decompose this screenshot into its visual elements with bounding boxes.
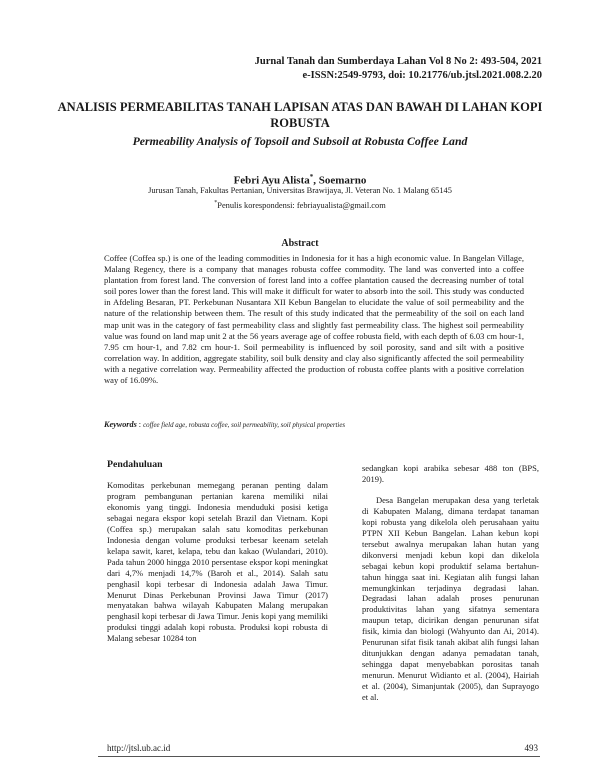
section-heading: Pendahuluan: [107, 459, 163, 470]
keywords-label: Keywords: [104, 420, 137, 429]
footer-divider: [98, 756, 540, 757]
issn-doi: e-ISSN:2549-9793, doi: 10.21776/ub.jtsl.2021.008.2.20: [302, 70, 542, 81]
corresponding-email: Penulis korespondensi: febriayualista@gmail.com: [217, 200, 386, 210]
body-paragraph: sedangkan kopi arabika sebesar 488 ton (BPS, 2019).: [362, 463, 539, 484]
affiliation: Jurusan Tanah, Fakultas Pertanian, Universitas Brawijaya, Jl. Veteran No. 1 Malang 65145: [148, 186, 452, 195]
author-name: Soemarno: [318, 174, 367, 187]
abstract-heading: Abstract: [281, 238, 319, 249]
author-name: Febri Ayu Alista: [233, 174, 310, 187]
body-left-column: [107, 458, 328, 644]
keywords-separator: :: [136, 420, 144, 429]
corresponding-author: [40, 198, 560, 211]
body-paragraph: Komoditas perkebunan memegang peranan penting dalam program pembangunan pertanian karena memiliki nilai ekonomis yang tinggi. Indonesia menduduki posisi ketiga sebagai negara ekspor kopi setelah Brazil dan Vietnam. Kopi (Coffea sp.) merupakan salah satu komoditas perkebunan Indonesia dengan volume produksi terbesar keenam setelah kelapa sawit, karet, kelapa, tebu dan kakao (Wulandari, 2010). Pada tahun 2000 hingga 2010 persentase ekspor kopi meningkat dari 4,7% menjadi 14,7% (Baroh et al., 2014). Salah satu penghasil kopi terbesar di Indonesia adalah Jawa Timur. Menurut Dinas Perkebunan Provinsi Jawa Timur (2017) menyatakan bahwa wilayah Kabupaten Malang merupakan penghasil kopi terbesar di Jawa Timur. Jenis kopi yang memiliki produksi tinggi adalah kopi robusta. Produksi kopi robusta di Malang sebesar 10284 ton: [107, 480, 328, 644]
abstract-text: Coffee (Coffea sp.) is one of the leading commodities in Indonesia for it has a high economic value. In Bangelan Village, Malang Regency, there is a company that manages robusta coffee commodity. The land was converted into a coffee plantation from forest land. The conversion of forest land into a coffee plantation caused the decreasing number of total soil pores lower than the forest land. This will make it difficult for water to absorb into the soil. This study was conducted in Afdeling Besaran, PT. Perkebunan Nusantara XII Kebun Bangelan to elucidate the value of soil permeability and the nature of the relationship between them. The result of this study indicated that the permeability of the soil on each land map unit was in the category of fast permeability class and slightly fast permeability class. The highest soil permeability value was found on land map unit 2 at the 56 years average age of coffee robusta field, with each depth of 6.03 cm hour-1, 7.95 cm hour-1, and 7.82 cm hour-1. Soil permeability is influenced by soil porosity, sand and silt with a positive correlation way. In addition, aggregate stability, soil bulk density and clay also significantly affected the soil permeability with a negative correlation way. Permeability affected the production of robusta coffee plants with a positive correlation way of 16.09%.: [104, 253, 524, 386]
title-indonesian: ANALISIS PERMEABILITAS TANAH LAPISAN ATAS DAN BAWAH DI LAHAN KOPI ROBUSTA: [57, 100, 543, 130]
footer-url[interactable]: http://jtsl.ub.ac.id: [107, 743, 171, 753]
body-paragraph: Desa Bangelan merupakan desa yang terletak di Kabupaten Malang, dimana terdapat tanaman kopi robusta yang dikelola oleh perusahaan yaitu PTPN XII Kebun Bangelan. Lahan kebun kopi tersebut awalnya merupakan lahan hutan yang dikonversi menjadi kebun kopi dan dikelola sebagai kebun kopi produktif selama bertahun-tahun hingga saat ini. Kegiatan alih fungsi lahan memungkinkan terjadinya degradasi lahan. Degradasi lahan adalah proses penurunan produktivitas lahan yang sifatnya sementara maupun tetap, dicirikan dengan penurunan sifat fisik, kimia dan biologi (Wahyunto dan Ai, 2014). Penurunan sifat fisik tanah akibat alih fungsi lahan ditunjukkan dengan adanya pemadatan tanah, sehingga dapat menyebabkan porositas tanah menurun. Menurut Widianto et al. (2004), Hairiah et al. (2004), Simanjuntak (2005), dan Suprayogo et al.: [362, 494, 539, 703]
corresponding-mark: *: [309, 173, 314, 181]
keywords: [104, 419, 524, 431]
journal-citation: Jurnal Tanah dan Sumberdaya Lahan Vol 8 No 2: 493-504, 2021: [254, 56, 542, 67]
title-english: Permeability Analysis of Topsoil and Subsoil at Robusta Coffee Land: [132, 134, 468, 148]
author-separator: ,: [313, 174, 319, 187]
body-right-column: [362, 463, 539, 703]
page-number: 493: [524, 743, 538, 753]
keywords-list: coffee field age, robusta coffee, soil permeability, soil physical properties: [143, 422, 346, 429]
corresponding-mark: *: [214, 200, 218, 206]
